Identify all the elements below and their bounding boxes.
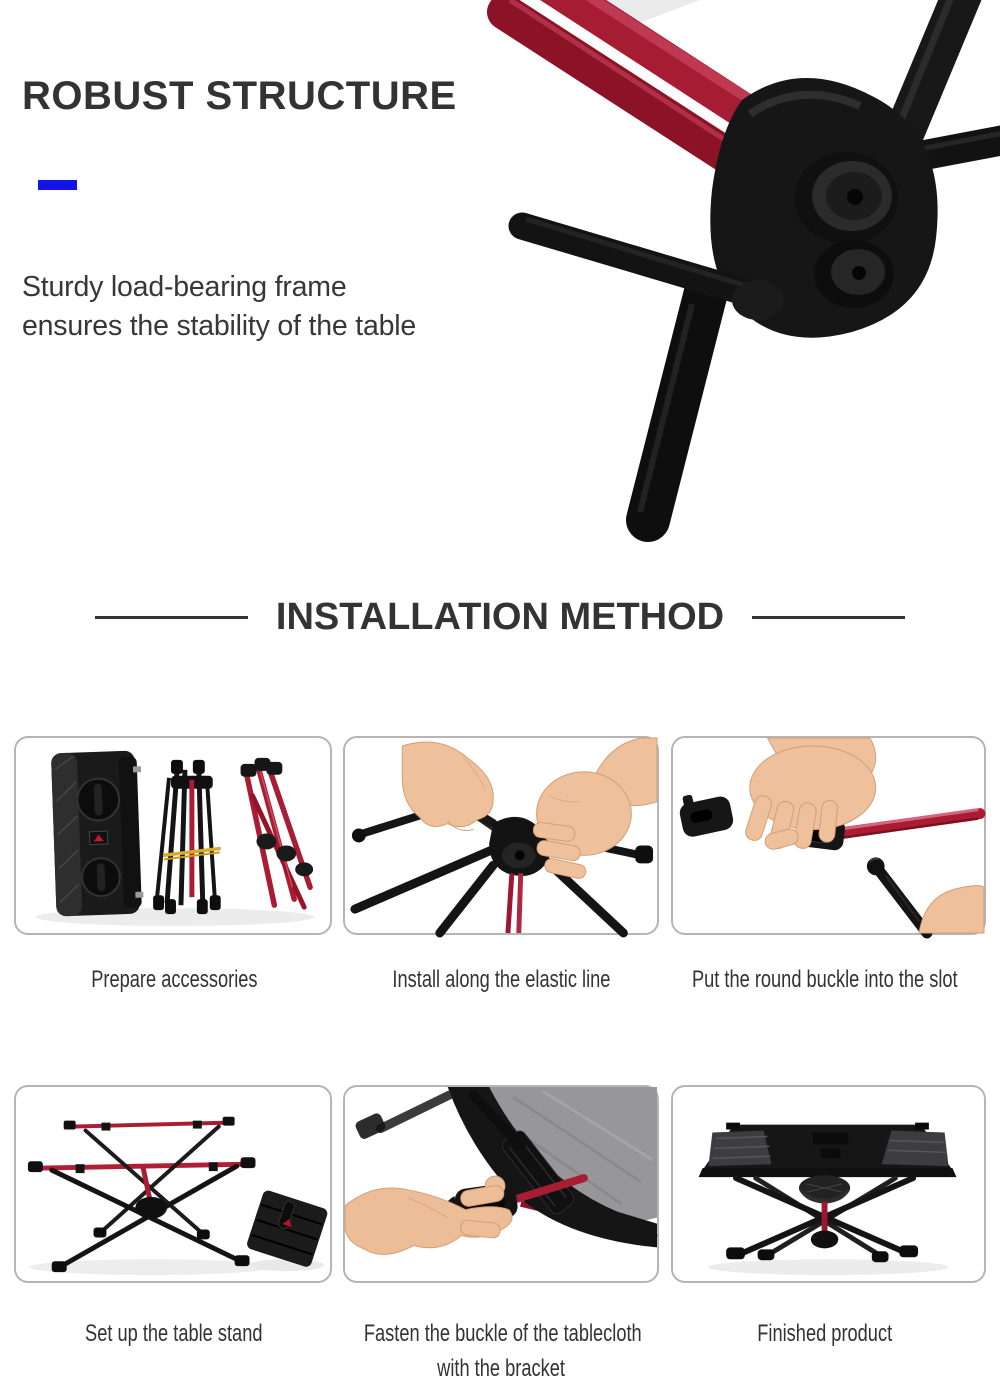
prepare-accessories-photo [16, 738, 330, 933]
tabletop [699, 1123, 957, 1177]
step-caption-finished-product: Finished product [757, 1320, 893, 1347]
step-card-round-buckle [671, 736, 986, 935]
feature-description-line1: Sturdy load-bearing frame [22, 271, 347, 303]
heading-rule-right [752, 616, 905, 619]
x-legs [52, 1127, 250, 1273]
step-caption-round-buckle: Put the round buckle into the slot [692, 966, 958, 993]
installation-method-heading [0, 596, 1000, 639]
hub [135, 1197, 167, 1219]
step-card-finished-product [671, 1085, 986, 1283]
hand [345, 1176, 512, 1254]
step-card-fasten-buckle [343, 1085, 659, 1283]
ball-end-pole [867, 857, 927, 933]
blue-accent-dash [38, 180, 77, 190]
step-card-install-elastic-line [343, 736, 659, 935]
install-elastic-line-photo [345, 738, 657, 933]
frame-joint-photo [500, 0, 1000, 512]
step-caption-fasten-buckle: Fasten the buckle of the tablecloth with the bracket [363, 1320, 642, 1382]
carry-bag [51, 750, 146, 916]
heading-rule-left [95, 616, 248, 619]
blurred-pole-leg [354, 1095, 450, 1141]
feature-description-line2: ensures the stability of the table [22, 310, 417, 342]
step-card-table-stand [14, 1085, 332, 1283]
feature-description [22, 268, 416, 346]
step-caption-prepare-accessories: Prepare accessories [90, 966, 258, 993]
back-rail [64, 1117, 235, 1131]
vertical-pole [640, 292, 706, 520]
robust-structure-title: ROBUST STRUCTURE [22, 74, 457, 118]
installation-method-title: INSTALLATION METHOD [275, 596, 725, 638]
fasten-buckle-photo [345, 1087, 657, 1281]
step-caption-table-stand: Set up the table stand [85, 1320, 263, 1347]
floor-shadow [708, 1259, 948, 1275]
second-hand [919, 886, 984, 933]
folded-tablecloth [246, 1189, 329, 1268]
step-card-prepare-accessories [14, 736, 332, 935]
round-buckle-photo [673, 738, 984, 933]
folded-red-poles [241, 758, 314, 907]
step-caption-install-elastic-line: Install along the elastic line [391, 966, 611, 993]
folded-black-frame [153, 760, 221, 914]
finished-product-photo [673, 1087, 984, 1281]
red-center-poles [508, 873, 521, 933]
table-stand-photo [16, 1087, 330, 1281]
left-bracket [676, 787, 735, 839]
